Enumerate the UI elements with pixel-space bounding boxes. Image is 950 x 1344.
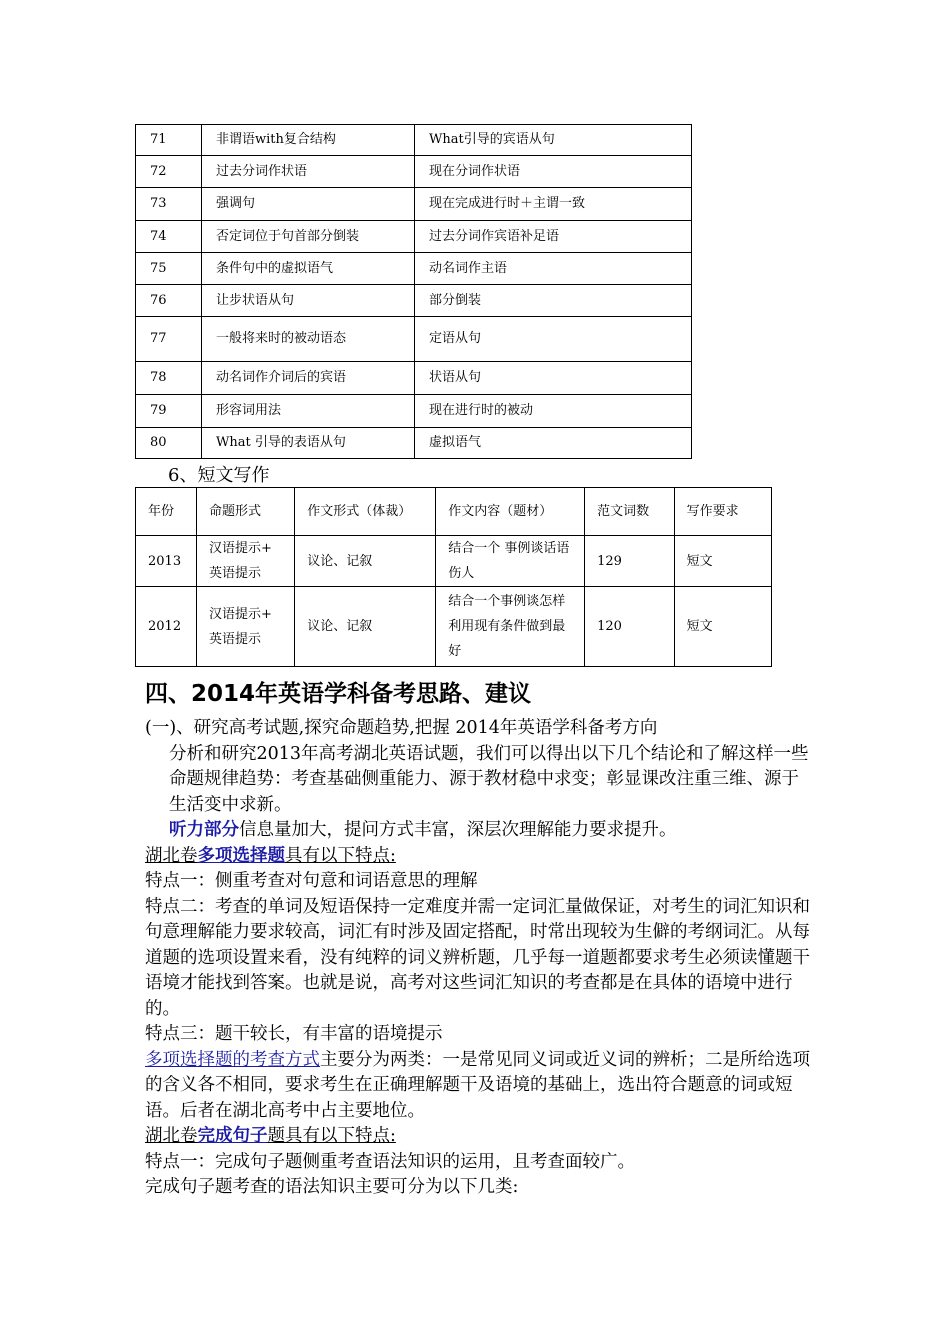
row-number-cell: 78 — [136, 362, 202, 395]
grammar-point-cell: 动名词作主语 — [415, 253, 692, 285]
test-method-link[interactable]: 多项选择题的考查方式 — [145, 1049, 320, 1070]
table-row — [136, 317, 692, 362]
row-number-cell: 72 — [136, 156, 202, 188]
requirement-cell: 短文 — [674, 587, 771, 667]
section-6-heading: 6、短文写作 — [168, 465, 270, 486]
content-cell: 结合一个事例谈怎样利用现有条件做到最好 — [436, 587, 585, 667]
table-row — [136, 188, 692, 221]
writing-table-row — [136, 536, 772, 587]
row-number-cell: 77 — [136, 317, 202, 362]
header-requirement: 写作要求 — [674, 488, 771, 536]
form-cell — [196, 587, 294, 667]
header-form: 命题形式 — [196, 488, 294, 536]
grammar-point-cell: 定语从句 — [415, 317, 692, 362]
table-row — [136, 428, 692, 459]
grammar-point-cell: 强调句 — [202, 188, 415, 221]
form-cell — [196, 536, 294, 587]
grammar-point-cell: 一般将来时的被动语态 — [202, 317, 415, 362]
paragraph: 特点一：侧重考查对句意和词语意思的理解 — [145, 871, 478, 891]
row-number-cell: 76 — [136, 285, 202, 317]
paragraph: 特点二：考查的单词及短语保持一定难度并需一定词汇量做保证，对考生的词汇知识和句意理解能力要求较高，词汇有时涉及固定搭配，时常出现较为生僻的考纲词汇。从每道题的选项设置来看，没有纯粹的词义辨析题，几乎每一道题都要求考生必须读懂题干语境才能找到答案。也就是说，高考对这些词汇知识的考查都是在具体的语境中进行的。 — [145, 896, 810, 1019]
grammar-point-cell: 动名词作介词后的宾语 — [202, 362, 415, 395]
grammar-point-cell: 条件句中的虚拟语气 — [202, 253, 415, 285]
sentence-completion-link[interactable]: 完成句子 — [197, 1126, 268, 1146]
header-year: 年份 — [136, 488, 197, 536]
genre-cell: 议论、记叙 — [295, 587, 436, 667]
grammar-point-cell: 现在完成进行时＋主谓一致 — [415, 188, 692, 221]
row-number-cell: 79 — [136, 395, 202, 428]
writing-table — [135, 487, 772, 667]
grammar-point-cell: 虚拟语气 — [415, 428, 692, 459]
table-row — [136, 125, 692, 156]
paragraph: 特点一：完成句子题侧重考查语法知识的运用，且考查面较广。 — [145, 1151, 635, 1172]
paragraph: 完成句子题考查的语法知识主要可分为以下几类: — [145, 1177, 519, 1197]
year-cell: 2013 — [136, 536, 197, 587]
content-cell: 结合一个 事例谈话语伤人 — [436, 536, 585, 587]
grammar-point-cell: 过去分词作宾语补足语 — [415, 221, 692, 253]
listening-link[interactable]: 听力部分 — [169, 820, 239, 840]
multiple-choice-link[interactable]: 多项选择题 — [197, 845, 285, 866]
header-content: 作文内容（题材） — [436, 488, 585, 536]
row-number-cell: 71 — [136, 125, 202, 156]
grammar-point-cell: 过去分词作状语 — [202, 156, 415, 188]
table-row — [136, 362, 692, 395]
section-4-heading: 四、2014年英语学科备考思路、建议 — [145, 681, 532, 707]
writing-table-row — [136, 587, 772, 667]
body-text — [145, 716, 813, 1201]
words-cell: 120 — [585, 587, 675, 667]
header-genre: 作文形式（体裁） — [295, 488, 436, 536]
form-line-2: 英语提示 — [208, 566, 261, 581]
row-number-cell: 80 — [136, 428, 202, 459]
grammar-point-cell: 部分倒装 — [415, 285, 692, 317]
grammar-point-cell: 形容词用法 — [202, 395, 415, 428]
year-cell: 2012 — [136, 587, 197, 667]
header-words: 范文词数 — [585, 488, 675, 536]
paragraph: 多项选择题的考查方式主要分为两类：一是常见同义词或近义词的辨析；二是所给选项的含义各不相同，要求考生在正确理解题干及语境的基础上，选出符合题意的词或短语。后者在湖北高考中占主要地位。 — [145, 1049, 810, 1121]
table-row — [136, 395, 692, 428]
row-number-cell: 75 — [136, 253, 202, 285]
table-row — [136, 253, 692, 285]
words-cell: 129 — [585, 536, 675, 587]
grammar-point-cell: What 引导的表语从句 — [202, 428, 415, 459]
table-row — [136, 221, 692, 253]
paragraph: 分析和研究2013年高考湖北英语试题，我们可以得出以下几个结论和了解这样一些命题规律趋势：考查基础侧重能力、源于教材稳中求变；彰显课改注重三维、源于生活变中求新。 — [169, 743, 809, 815]
paragraph: 特点三：题干较长，有丰富的语境提示 — [145, 1024, 443, 1044]
table-row — [136, 285, 692, 317]
grammar-point-cell: 现在分词作状语 — [415, 156, 692, 188]
writing-table-header-row — [136, 488, 772, 536]
row-number-cell: 74 — [136, 221, 202, 253]
grammar-point-cell: 状语从句 — [415, 362, 692, 395]
grammar-point-cell: What引导的宾语从句 — [415, 125, 692, 156]
subsection-heading: (一)、研究高考试题,探究命题趋势,把握 2014年英语学科备考方向 — [145, 718, 658, 738]
grammar-point-cell: 非谓语with复合结构 — [202, 125, 415, 156]
grammar-points-table — [135, 124, 692, 459]
form-line-1: 汉语提示+ — [208, 541, 272, 556]
grammar-point-cell: 让步状语从句 — [202, 285, 415, 317]
paragraph: 听力部分信息量加大，提问方式丰富，深层次理解能力要求提升。 — [169, 820, 677, 840]
requirement-cell: 短文 — [674, 536, 771, 587]
form-line-1: 汉语提示+ — [208, 606, 272, 622]
paragraph: 湖北卷完成句子题具有以下特点: — [145, 1126, 396, 1146]
grammar-point-cell: 否定词位于句首部分倒装 — [202, 221, 415, 253]
table-row — [136, 156, 692, 188]
genre-cell: 议论、记叙 — [295, 536, 436, 587]
grammar-point-cell: 现在进行时的被动 — [415, 395, 692, 428]
form-line-2: 英语提示 — [208, 631, 261, 647]
paragraph: 湖北卷多项选择题具有以下特点: — [145, 845, 396, 866]
row-number-cell: 73 — [136, 188, 202, 221]
